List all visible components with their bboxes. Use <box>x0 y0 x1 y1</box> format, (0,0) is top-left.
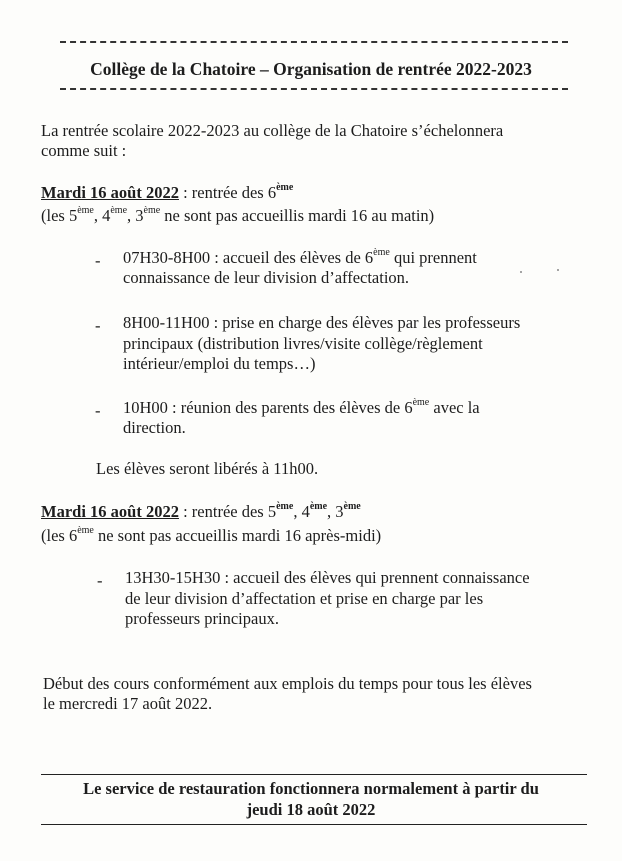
intro-line-1: La rentrée scolaire 2022-2023 au collège de la Chatoire s’échelonnera <box>41 121 504 140</box>
section2-note <box>41 526 381 546</box>
bullet3-line1-post: avec la <box>429 398 480 417</box>
bullet1-line1-post: qui prennent <box>389 248 477 267</box>
bullet-marker: - <box>95 316 101 335</box>
bullet1-line1-sup: ème <box>373 246 390 258</box>
section2-bullet-line3: professeurs principaux. <box>125 609 279 628</box>
bullet1-line2: connaissance de leur division d’affectation. <box>123 268 410 287</box>
section2-bullet-line1: 13H30-15H30 : accueil des élèves qui prennent connaissance <box>125 568 530 587</box>
section2-heading-sup3: ème <box>343 500 361 512</box>
start-line-2: le mercredi 17 août 2022. <box>43 694 213 713</box>
bullet3-line1-pre: 10H00 : réunion des parents des élèves de 6 <box>123 398 413 417</box>
section2-heading-pre: : rentrée des 5 <box>178 502 277 521</box>
bullet-marker: - <box>95 401 101 420</box>
section2-heading-mid1: , 4 <box>293 502 310 521</box>
scan-speck <box>557 269 559 271</box>
footer-bottom-rule <box>41 824 587 825</box>
footer-line-1: Le service de restauration fonctionnera normalement à partir du <box>83 779 539 798</box>
section1-note <box>41 206 434 226</box>
intro-line-2: comme suit : <box>41 141 127 160</box>
section2-heading <box>41 502 361 522</box>
section2-heading-sup1: ème <box>276 500 294 512</box>
section1-date: Mardi 16 août 2022 <box>41 183 179 202</box>
section2-date: Mardi 16 août 2022 <box>41 502 179 521</box>
bullet3-line1 <box>123 398 480 418</box>
bullet3-line2: direction. <box>123 418 186 437</box>
footer-top-rule <box>41 774 587 775</box>
section1-heading-sup: ème <box>276 181 294 193</box>
bullet1-line1-pre: 07H30-8H00 : accueil des élèves de 6 <box>123 248 374 267</box>
bullet1-line1 <box>123 248 477 268</box>
section2-heading-mid2: , 3 <box>327 502 344 521</box>
section1-heading <box>41 183 293 203</box>
header-bottom-rule <box>60 88 568 90</box>
start-line-1: Début des cours conformément aux emplois du temps pour tous les élèves <box>43 674 532 693</box>
section1-note-mid1: , 4 <box>93 206 111 225</box>
section2-note-post: ne sont pas accueillis mardi 16 après-midi) <box>93 526 382 545</box>
bullet2-line3: intérieur/emploi du temps…) <box>123 354 316 373</box>
bullet2-line1: 8H00-11H00 : prise en charge des élèves par les professeurs <box>123 313 521 332</box>
section2-bullet-line2: de leur division d’affectation et prise en charge par les <box>125 589 484 608</box>
section2-heading-sup2: ème <box>309 500 328 512</box>
section1-note-pre: (les 5 <box>41 206 78 225</box>
section1-note-mid2: , 3 <box>127 206 144 225</box>
section1-note-sup3: ème <box>143 204 161 216</box>
release-time: Les élèves seront libérés à 11h00. <box>96 459 319 478</box>
section1-note-sup2: ème <box>110 204 128 216</box>
section1-note-sup1: ème <box>77 204 94 216</box>
scan-speck <box>520 271 522 273</box>
page-title: Collège de la Chatoire – Organisation de rentrée 2022-2023 <box>90 59 532 79</box>
bullet-marker: - <box>97 571 103 590</box>
header-top-rule <box>60 41 568 43</box>
section1-heading-text: : rentrée des 6 <box>178 183 277 202</box>
section1-note-post: ne sont pas accueillis mardi 16 au matin) <box>160 206 435 225</box>
footer-line-2: jeudi 18 août 2022 <box>246 800 376 819</box>
section2-note-pre: (les 6 <box>41 526 78 545</box>
section2-note-sup: ème <box>77 524 94 536</box>
bullet3-line1-sup: ème <box>412 396 430 408</box>
bullet2-line2: principaux (distribution livres/visite collège/règlement <box>123 334 483 353</box>
bullet-marker: - <box>95 251 101 270</box>
